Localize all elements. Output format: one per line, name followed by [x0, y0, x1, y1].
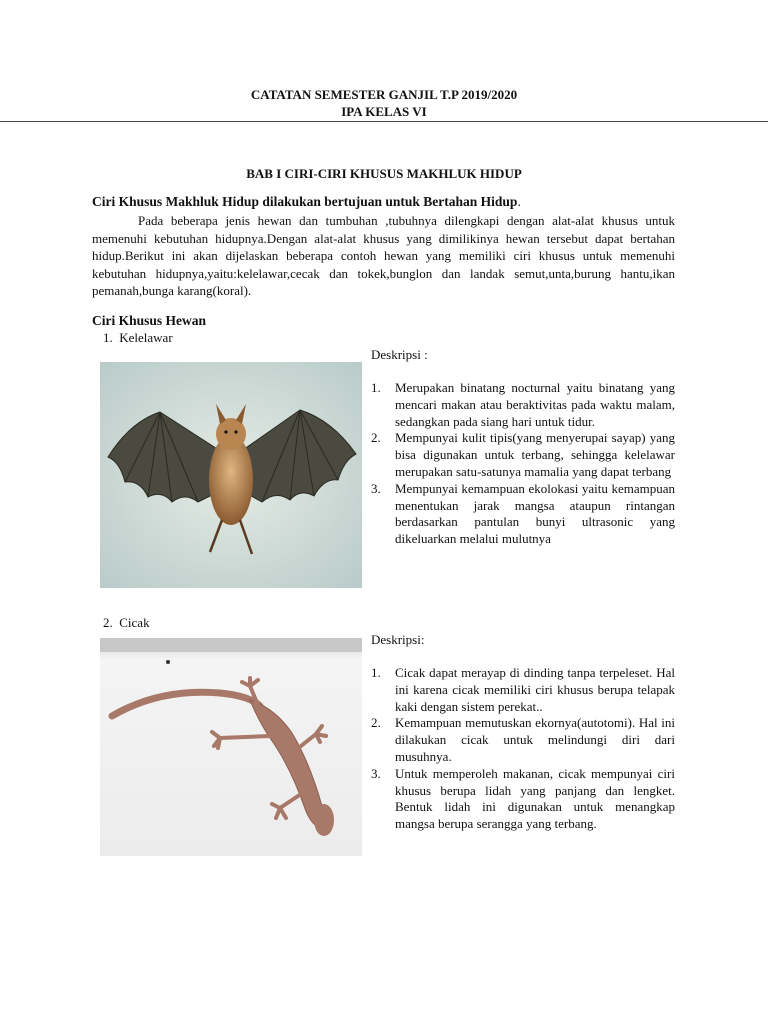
animal-1-name: Kelelawar	[119, 330, 173, 345]
header-divider	[0, 121, 768, 122]
list-item: 3. Mempunyai kemampuan ekolokasi yaitu kemampuan menentukan jarak mangsa ataupun rintangan berdasarkan pantulan bunyi ultrasonic yang dikeluarkan melalui mulutnya	[371, 480, 675, 547]
animal-2-number: 2.	[103, 615, 113, 630]
animal-1-heading	[103, 330, 173, 346]
animal-1-number: 1.	[103, 330, 113, 345]
animal-2-desc-list	[371, 665, 675, 833]
gecko-photo	[100, 638, 362, 856]
animal-1-desc-list	[371, 380, 675, 548]
animal-2-name: Cicak	[119, 615, 150, 630]
list-item: 2. Mempunyai kulit tipis(yang menyerupai sayap) yang bisa digunakan untuk terbang, sehingga kelelawar merupakan satu-satunya mamalia yang dapat terbang	[371, 430, 675, 479]
list-item: 3. Untuk memperoleh makanan, cicak mempunyai ciri khusus berupa lidah yang panjang dan lengket. Bentuk lidah ini digunakan untuk menangkap mangsa berupa serangga yang terbang.	[371, 765, 675, 832]
gecko-photo-icon	[100, 638, 362, 856]
section-title: Ciri Khusus Hewan	[92, 313, 207, 328]
bat-photo	[100, 362, 362, 588]
header-line-2: IPA KELAS VI	[341, 104, 427, 119]
lead-sentence	[92, 194, 521, 210]
animal-1-desc-title: Deskripsi :	[371, 347, 428, 362]
animal-2-desc-title: Deskripsi:	[371, 632, 425, 647]
list-item: 1. Cicak dapat merayap di dinding tanpa terpeleset. Hal ini karena cicak memiliki ciri khusus berupa telapak kaki dengan sistem perekat..	[371, 665, 675, 714]
bat-photo-icon	[100, 362, 362, 588]
chapter-title: BAB I CIRI-CIRI KHUSUS MAKHLUK HIDUP	[246, 166, 522, 181]
header-line-1: CATATAN SEMESTER GANJIL T.P 2019/2020	[250, 87, 518, 102]
list-item: 1. Merupakan binatang nocturnal yaitu binatang yang mencari makan atau beraktivitas pada waktu malam, sedangkan pada siang hari untuk tidur.	[371, 380, 675, 429]
intro-paragraph: Pada beberapa jenis hewan dan tumbuhan ,tubuhnya dilengkapi dengan alat-alat khusus untuk memenuhi kebutuhan hidupnya.Dengan alat-alat khusus yang dimilikinya hewan tersebut dapat bertahan hidup.Berikut ini akan dijelaskan beberapa contoh hewan yang memiliki ciri khusus untuk memenuhi kebutuhan hidupnya,yaitu:kelelawar,cecak dan tokek,bunglon dan landak semut,unta,burung hantu,ikan pemanah,bunga karang(koral).	[92, 213, 675, 298]
lead-end: .	[517, 194, 521, 209]
list-item: 2. Kemampuan memutuskan ekornya(autotomi). Hal ini dilakukan cicak untuk melindungi diri dari musuhnya.	[371, 715, 675, 764]
animal-2-heading	[103, 615, 150, 631]
lead-bold: Ciri Khusus Makhluk Hidup dilakukan bertujuan untuk Bertahan Hidup	[92, 194, 518, 209]
